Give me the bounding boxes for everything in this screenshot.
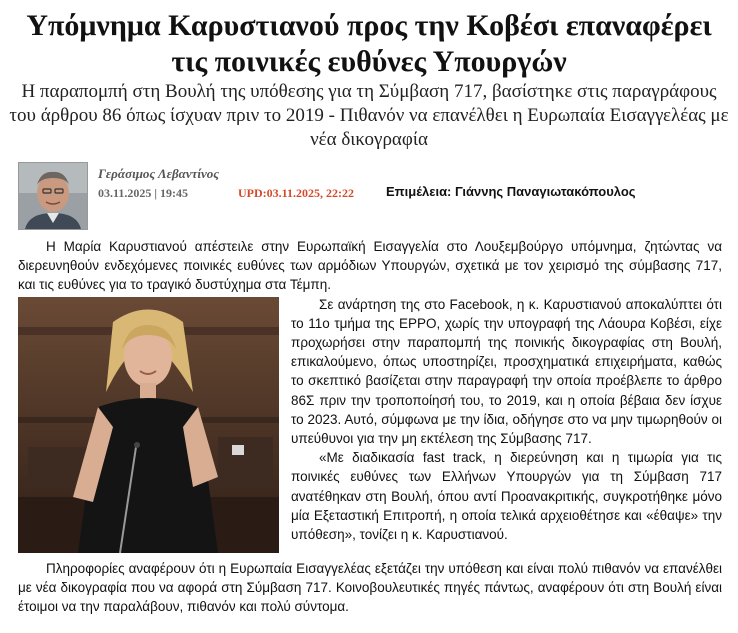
article-meta: [18, 160, 730, 230]
article-photo[interactable]: [18, 297, 279, 553]
author-photo: [19, 163, 87, 229]
editor-label: Επιμέλεια:: [386, 184, 452, 199]
author-name[interactable]: Γεράσιμος Λεβαντίνος: [98, 166, 220, 181]
parliament-speaker-photo: [18, 297, 279, 553]
editor-credit: [386, 184, 636, 199]
article-body: [18, 237, 722, 616]
updated-date: UPD:03.11.2025, 22:22: [238, 186, 354, 200]
paragraph-3: «Με διαδικασία fast track, η διερεύνηση και η τιμωρία για τις ποινικές ευθύνες των Ελλήνων Υπουργών για τη Σύμβαση 717 ανατέθηκαν στη Βουλή, όπου αντί Προανακριτικής, συγκροτήθηκε μόνο μία Εξεταστική Επιτροπή, η οποία τελικά αρχειοθέτησε και «έθαψε» την υπόθεση», τονίζει η κ. Καρυστιανού.: [291, 450, 722, 543]
paragraph-2: Σε ανάρτηση της στο Facebook, η κ. Καρυστιανού αποκαλύπτει ότι το 11ο τμήμα της EPPO, χωρίς την υπογραφή της Λάουρα Κοβέσι, είχε προχωρήσει στην παραπομπή της ποινικής δικογραφίας στη Βουλή, επικαλούμενο, όπως υποστηρίζει, προσχηματικά επιχειρήματα, καθώς το σκεπτικό βασίζεται στην παραγραφή την οποία προέβλεπε το άρθρο 86Σ πριν την τροποποίησή του, το 2019, και η οποία βέβαια δεν ίσχυε το 2023. Αυτό, σύμφωνα με την ίδια, οδήγησε στο να μην τιμωρηθούν οι υπεύθυνοι για την μη εκτέλεση της Σύμβασης 717.: [291, 296, 722, 447]
article-title: Υπόμνημα Καρυστιανού προς την Κοβέσι επαναφέρει τις ποινικές ευθύνες Υπουργών: [26, 9, 712, 78]
article-subtitle: Η παραπομπή στη Βουλή της υπόθεσης για τη Σύμβαση 717, βασίστηκε στις παραγράφους του άρθρου 86 όπως ίσχυαν πριν το 2019 - Πιθανόν να επανέλθει η Ευρωπαία Εισαγγελέας με νέα δικογραφία: [9, 81, 729, 150]
paragraph-4: Πληροφορίες αναφέρουν ότι η Ευρωπαία Εισαγγελέας εξετάζει την υπόθεση και είναι πολύ πιθανόν να επανέλθει με νέα δικογραφία που να αφορά στη Σύμβαση 717. Κοινοβουλευτικές πηγές πάντως, αναφέρουν ότι στη Βουλή είναι έτοιμοι να την παραλάβουν, πιθανόν και πολύ σύντομα.: [18, 560, 722, 615]
editor-name: Γιάννης Παναγιωτακόπουλος: [455, 184, 636, 199]
author-avatar[interactable]: [18, 162, 88, 230]
publish-date: 03.11.2025 | 19:45: [98, 186, 188, 200]
paragraph-1: Η Μαρία Καρυστιανού απέστειλε στην Ευρωπαϊκή Εισαγγελία στο Λουξεμβούργο υπόμνημα, ζητώντας να διερευνηθούν ενδεχόμενες ποινικές ευθύνες των αρμόδιων Υπουργών, σχετικά με τον χειρισμό της σύμβασης 717, και τις ευθύνες για το τραγικό δυστύχημα στα Τέμπη.: [18, 239, 722, 293]
